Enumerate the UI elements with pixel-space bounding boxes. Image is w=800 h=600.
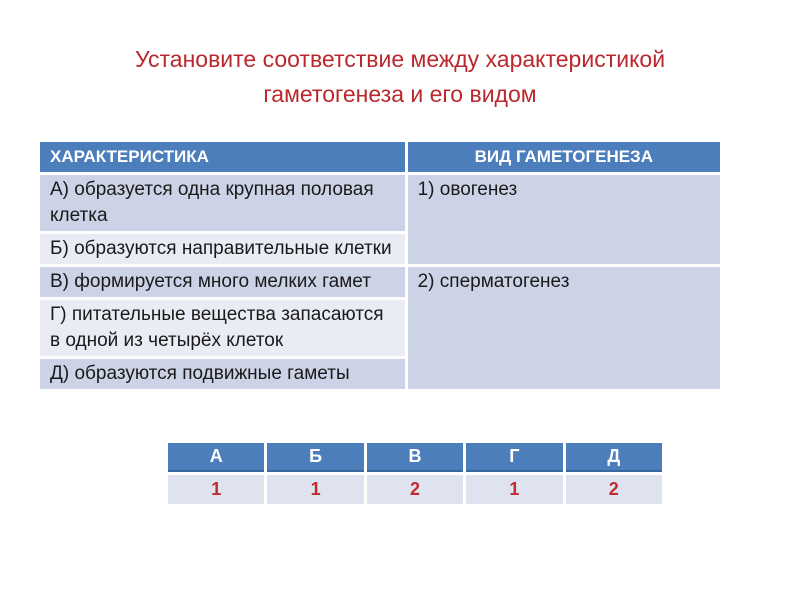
match-table: [37, 139, 723, 392]
match-table-header-type: ВИД ГАМЕТОГЕНЕЗА: [408, 142, 720, 172]
answer-value-b: 1: [267, 475, 363, 504]
answer-value-row: [168, 475, 662, 504]
page-title: [0, 42, 800, 112]
answer-value-a: 1: [168, 475, 264, 504]
answer-header-b: Б: [267, 443, 363, 472]
characteristic-cell-a: А) образуется одна крупная половая клетка: [40, 175, 405, 231]
type-cell-1: 1) овогенез: [408, 175, 720, 264]
characteristic-cell-b: Б) образуются направительные клетки: [40, 234, 405, 264]
characteristic-row-v: [40, 267, 720, 297]
answer-header-g: Г: [466, 443, 562, 472]
characteristic-cell-v: В) формируется много мелких гамет: [40, 267, 405, 297]
answer-header-v: В: [367, 443, 463, 472]
characteristic-cell-d: Д) образуются подвижные гаметы: [40, 359, 405, 389]
answer-header-row: [168, 443, 662, 472]
answer-header-d: Д: [566, 443, 662, 472]
type-cell-2: 2) сперматогенез: [408, 267, 720, 389]
answer-header-a: А: [168, 443, 264, 472]
page-title-line-2: гаметогенеза и его видом: [263, 81, 537, 107]
answer-value-d: 2: [566, 475, 662, 504]
answer-value-v: 2: [367, 475, 463, 504]
characteristic-row-a: [40, 175, 720, 231]
answer-value-g: 1: [466, 475, 562, 504]
match-table-header-characteristic: ХАРАКТЕРИСТИКА: [40, 142, 405, 172]
answer-table: [165, 440, 665, 507]
page-title-line-1: Установите соответствие между характеристикой: [134, 46, 666, 72]
match-table-header-row: [40, 142, 720, 172]
characteristic-cell-g: Г) питательные вещества запасаются в одной из четырёх клеток: [40, 300, 405, 356]
